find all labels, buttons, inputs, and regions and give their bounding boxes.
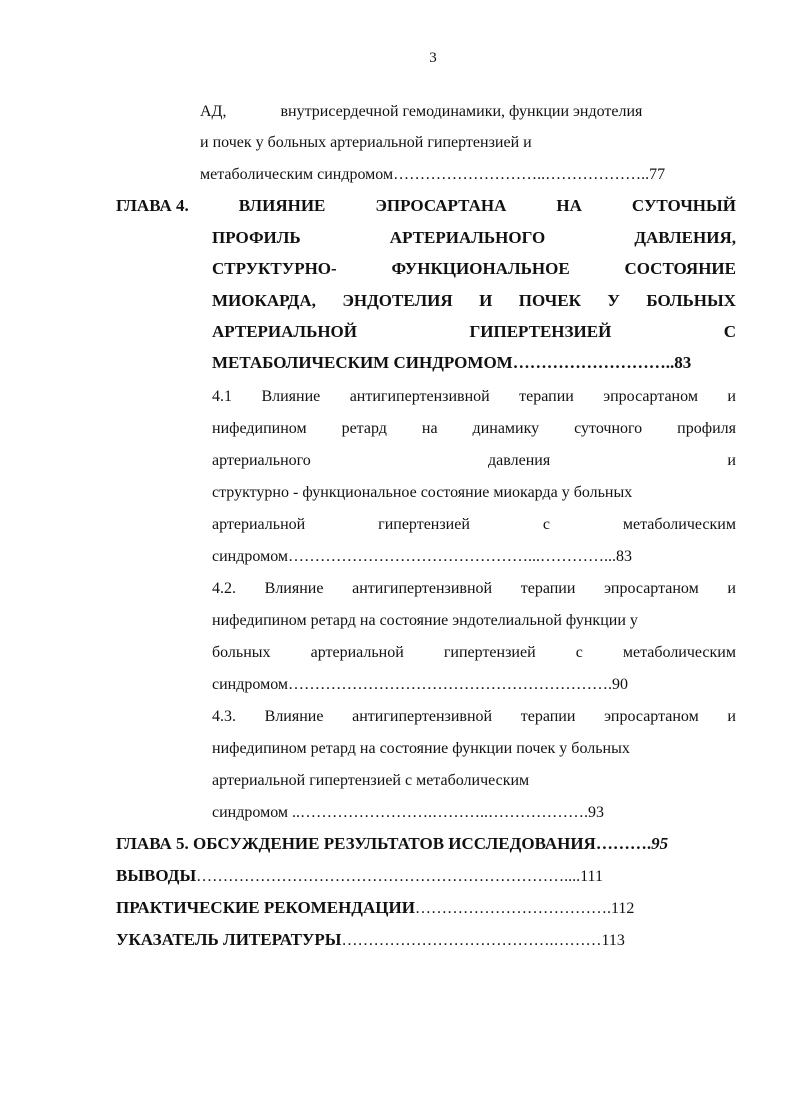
word: и xyxy=(727,452,736,469)
title-word: ЭНДОТЕЛИЯ xyxy=(342,291,453,310)
word: гипертензией xyxy=(443,644,536,661)
word: терапии xyxy=(519,388,574,405)
chapter-4-title-line xyxy=(116,196,736,216)
conclusions-title: ВЫВОДЫ xyxy=(116,866,197,885)
word: Влияние xyxy=(264,708,324,725)
page-ref: 95 xyxy=(651,834,669,853)
word: динамику xyxy=(472,420,540,437)
toc-line xyxy=(212,419,736,439)
word: ретард xyxy=(341,420,387,437)
toc-chapter-5 xyxy=(116,834,668,854)
title-word: БОЛЬНЫХ xyxy=(646,291,736,310)
toc-line xyxy=(212,451,736,471)
title-word: У xyxy=(607,291,620,310)
word: метаболическим xyxy=(622,516,736,533)
title-word: ПРОФИЛЬ xyxy=(212,228,301,247)
title-word: ЭПРОСАРТАНА xyxy=(375,196,507,215)
word: антигипертензивной xyxy=(352,708,493,725)
toc-line: и почек у больных артериальной гипертензией и xyxy=(200,134,532,151)
title-word: ГИПЕРТЕНЗИЕЙ xyxy=(469,322,612,341)
toc-line xyxy=(212,643,736,663)
title-word: СУТОЧНЫЙ xyxy=(631,196,736,215)
word: давления xyxy=(488,452,551,469)
toc-references xyxy=(116,930,625,951)
word: эпросартаном xyxy=(604,580,699,597)
word: больных xyxy=(212,644,271,661)
word: Влияние xyxy=(264,580,324,597)
title-word: ПОЧЕК xyxy=(518,291,581,310)
toc-conclusions xyxy=(116,866,603,887)
word: и xyxy=(727,388,736,405)
chapter-label: ГЛАВА 4. xyxy=(116,196,189,215)
toc-text: внутрисердечной гемодинамики, функции эндотелия xyxy=(280,103,643,120)
word: суточного xyxy=(574,420,643,437)
title-word: СТРУКТУРНО- xyxy=(212,259,337,278)
leader-dots: ……………………………….112 xyxy=(414,900,635,917)
word: гипертензией xyxy=(378,516,470,533)
word: метаболическим xyxy=(622,644,736,661)
title-word: ДАВЛЕНИЯ, xyxy=(634,228,736,247)
references-title: УКАЗАТЕЛЬ ЛИТЕРАТУРЫ xyxy=(116,930,342,949)
page-number: 3 xyxy=(429,50,437,66)
toc-line xyxy=(212,515,736,535)
recommendations-title: ПРАКТИЧЕСКИЕ РЕКОМЕНДАЦИИ xyxy=(116,898,415,917)
chapter-4-title-line xyxy=(212,291,736,311)
leader-dots: ………. xyxy=(595,834,652,853)
leader-dots: ……………………………………………………………....111 xyxy=(196,868,603,885)
word: с xyxy=(542,516,550,533)
toc-line: артериальной гипертензией с метаболическим xyxy=(212,772,530,789)
title-word: МИОКАРДА, xyxy=(212,291,316,310)
word: терапии xyxy=(520,708,576,725)
section-number: 4.3. xyxy=(212,708,236,725)
title-word: НА xyxy=(556,196,582,215)
toc-line xyxy=(212,707,736,727)
word: на xyxy=(421,420,438,437)
toc-line: структурно - функциональное состояние миокарда у больных xyxy=(212,484,633,501)
word: нифедипином xyxy=(212,420,307,437)
chapter-4-title-line xyxy=(212,259,736,279)
word: и xyxy=(727,708,736,725)
toc-line: синдромом ..…………………….………..……………….93 xyxy=(212,804,605,821)
word: артериальной xyxy=(212,516,306,533)
toc-line xyxy=(200,102,642,122)
toc-line: синдромом………………………………………...…………...83 xyxy=(212,548,633,565)
title-word: С xyxy=(723,322,736,341)
toc-line: нифедипином ретард на состояние функции почек у больных xyxy=(212,740,630,757)
word: терапии xyxy=(520,580,576,597)
title-word: ФУНКЦИОНАЛЬНОЕ xyxy=(391,259,570,278)
word: артериального xyxy=(212,452,311,469)
toc-line: нифедипином ретард на состояние эндотелиальной функции у xyxy=(212,612,638,629)
leader-dots: ………………………………….………113 xyxy=(341,932,625,949)
title-word: ВЛИЯНИЕ xyxy=(238,196,326,215)
chapter-5-title: ГЛАВА 5. ОБСУЖДЕНИЕ РЕЗУЛЬТАТОВ ИССЛЕДОВАНИЯ xyxy=(116,834,596,853)
word: эпросартаном xyxy=(604,708,699,725)
word: артериальной xyxy=(310,644,404,661)
toc-line: синдромом…………………………………………………….90 xyxy=(212,676,629,693)
word: и xyxy=(727,580,736,597)
word: Влияние xyxy=(261,388,321,405)
word: профиля xyxy=(677,420,736,437)
title-word: АРТЕРИАЛЬНОГО xyxy=(389,228,546,247)
toc-recommendations xyxy=(116,898,634,919)
section-number: 4.1 xyxy=(212,388,232,405)
toc-line xyxy=(212,387,736,407)
chapter-4-title-line xyxy=(212,322,736,342)
chapter-4-title-line xyxy=(212,228,736,248)
word: антигипертензивной xyxy=(349,388,490,405)
toc-line: метаболическим синдромом………………………..………………..77 xyxy=(200,166,666,183)
word: антигипертензивной xyxy=(352,580,493,597)
title-word: И xyxy=(479,291,493,310)
toc-line xyxy=(212,579,736,599)
toc-text: АД, xyxy=(200,103,227,120)
chapter-4-title-line: МЕТАБОЛИЧЕСКИМ СИНДРОМОМ………………………..83 xyxy=(212,353,692,372)
title-word: СОСТОЯНИЕ xyxy=(624,259,736,278)
section-number: 4.2. xyxy=(212,580,236,597)
title-word: АРТЕРИАЛЬНОЙ xyxy=(212,322,358,341)
word: с xyxy=(575,644,583,661)
word: эпросартаном xyxy=(603,388,698,405)
